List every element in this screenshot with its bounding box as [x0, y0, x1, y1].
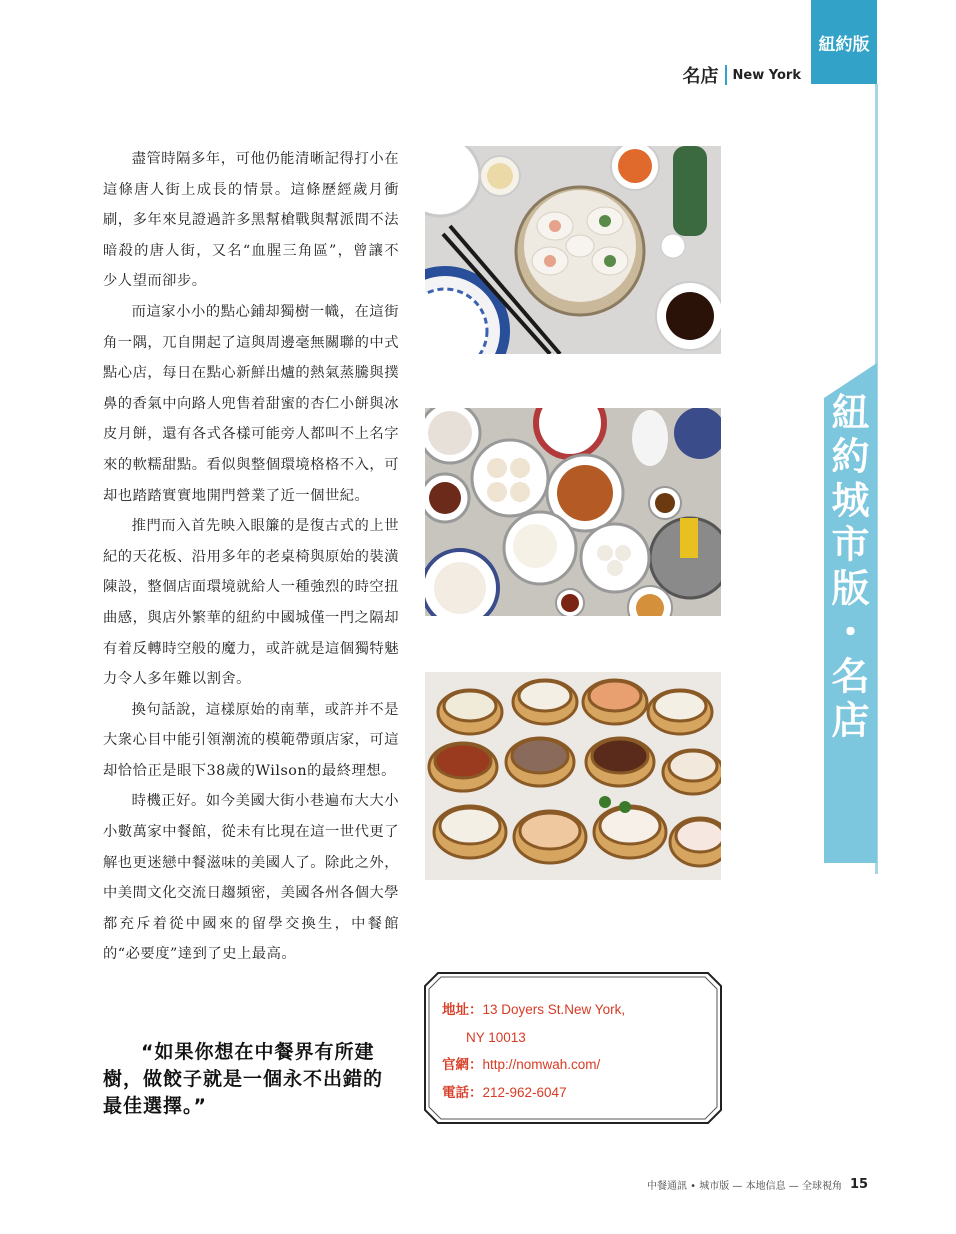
running-header [683, 62, 801, 88]
header-divider [725, 65, 727, 85]
pull-quote-text: “如果你想在中餐界有所建樹，做餃子就是一個永不出錯的最佳選擇。” [103, 1041, 384, 1117]
paragraph: 盡管時隔多年，可他仍能清晰記得打小在這條唐人街上成長的情景。這條歷經歲月衝刷，多年來見證過許多黑幫槍戰與幫派間不法暗殺的唐人街，又名“血腥三角區”，曾讓不少人望而卻步。 [103, 151, 399, 290]
header-category: 名店 [682, 66, 719, 87]
paragraph: 時機正好。如今美國大街小巷遍布大大小小數萬家中餐館，從未有比現在這一世代更了解也更迷戀中餐滋味的美國人了。除此之外，中美間文化交流日趨頻密，美國各州各個大學都充斥着從中國來的留學交換生，中餐館的“必要度”達到了史上最高。 [103, 793, 399, 963]
pull-quote [103, 1039, 399, 1120]
article-body [103, 144, 399, 970]
paragraph: 而這家小小的點心鋪却獨樹一幟，在這街角一隅，兀自開起了這與周邊毫無關聯的中式點心店，每日在點心新鮮出爐的熱氣蒸騰與撲鼻的香氣中向路人兜售着甜蜜的杏仁小餅與冰皮月餅，還有各式各樣可能旁人都叫不上名字來的軟糯甜點。看似與整個環境格格不入，可却也踏踏實實地開門營業了近一個世紀。 [103, 303, 399, 504]
side-section-title: 紐約城市版・名店 [825, 392, 869, 744]
photo-bamboo-steamers [425, 672, 721, 880]
address-label: 地址： [442, 1002, 483, 1018]
paragraph: 換句話說，這樣原始的南華，或許并不是大衆心目中能引領潮流的模範帶頭店家，可這却恰恰正是眼下38歲的Wilson的最終理想。 [103, 701, 399, 779]
edition-tab-label: 紐約版 [818, 34, 870, 55]
website-label: 官網： [442, 1057, 483, 1073]
website-value: http://nomwah.com/ [482, 1057, 601, 1072]
footer-text: 中餐通訊 • 城市版 — 本地信息 — 全球視角 [647, 1181, 842, 1192]
photo-dim-sum-table [425, 408, 721, 616]
edition-tab [811, 0, 877, 84]
page-footer [647, 1177, 868, 1192]
phone-line [442, 1079, 625, 1107]
header-city: New York [732, 67, 801, 83]
address-line-2: NY 10013 [466, 1030, 526, 1045]
photo-dumpling-steamer [425, 146, 721, 354]
paragraph: 推門而入首先映入眼簾的是復古式的上世紀的天花板、沿用多年的老桌椅與原始的裝潢陳設，整個店面環境就給人一種強烈的時空扭曲感，與店外繁華的紐約中國城僅一門之隔却有着反轉時空般的魔力，或許就是這個獨特魅力令人多年難以割舍。 [103, 518, 399, 688]
address-value: 13 Doyers St.New York, [482, 1002, 626, 1017]
phone-label: 電話： [442, 1085, 483, 1101]
phone-value: 212-962-6047 [482, 1085, 567, 1100]
restaurant-info-box [424, 972, 722, 1124]
website-line [442, 1051, 625, 1079]
address-line-1 [442, 996, 625, 1024]
page-number: 15 [849, 1177, 869, 1192]
